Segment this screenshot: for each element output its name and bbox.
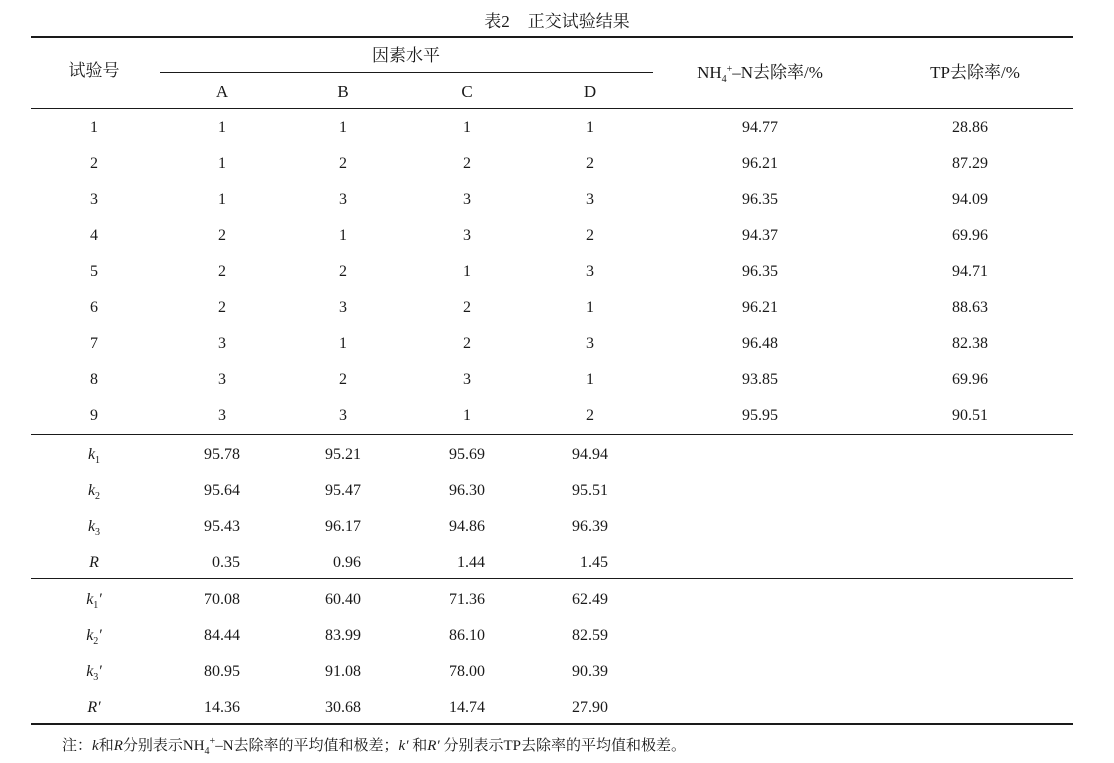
stat-prime-value-d: 62.49 <box>572 591 608 608</box>
trial-cell-a: 1 <box>218 119 226 136</box>
stat-prime-value-d: 82.59 <box>572 627 608 644</box>
trial-cell-a: 3 <box>218 371 226 388</box>
trial-cell-n: 4 <box>90 227 98 244</box>
trial-cell-b: 1 <box>339 119 347 136</box>
trial-cell-n: 7 <box>90 335 98 352</box>
trial-cell-nh4: 93.85 <box>742 371 778 388</box>
trial-cell-tp: 28.86 <box>952 119 988 136</box>
trial-cell-n: 3 <box>90 191 98 208</box>
trial-cell-nh4: 96.21 <box>742 155 778 172</box>
stat-prime-value-c: 14.74 <box>449 699 485 716</box>
stat-prime-value-d: 90.39 <box>572 663 608 680</box>
trial-cell-c: 1 <box>463 263 471 280</box>
trial-cell-c: 2 <box>463 335 471 352</box>
stat-prime-value-b: 91.08 <box>325 663 361 680</box>
trial-cell-d: 2 <box>586 155 594 172</box>
stat-value-c: 96.30 <box>449 482 485 499</box>
trial-cell-a: 1 <box>218 155 226 172</box>
trial-cell-a: 2 <box>218 299 226 316</box>
trial-cell-d: 2 <box>586 407 594 424</box>
header-tp-removal: TP去除率/% <box>930 63 1020 82</box>
trial-cell-a: 2 <box>218 263 226 280</box>
stat-value-d: 1.45 <box>580 554 608 571</box>
section-rule-1 <box>31 434 1073 435</box>
trial-cell-d: 2 <box>586 227 594 244</box>
stat-prime-value-c: 86.10 <box>449 627 485 644</box>
trial-cell-b: 1 <box>339 335 347 352</box>
trial-cell-d: 3 <box>586 335 594 352</box>
header-nh4-removal: $NH_4^+-N$去除率/% <box>697 63 823 85</box>
stat-value-d: 95.51 <box>572 482 608 499</box>
trial-cell-d: 3 <box>586 263 594 280</box>
trial-cell-n: 2 <box>90 155 98 172</box>
trial-cell-d: 1 <box>586 299 594 316</box>
factor-subrule <box>160 72 653 73</box>
stat-value-a: 95.78 <box>204 446 240 463</box>
stat-value-b: 95.47 <box>325 482 361 499</box>
trial-cell-b: 3 <box>339 407 347 424</box>
trial-cell-d: 1 <box>586 119 594 136</box>
stat-value-b: 95.21 <box>325 446 361 463</box>
trial-cell-nh4: 94.77 <box>742 119 778 136</box>
stat-prime-label: $k_2'$ <box>86 627 102 647</box>
trial-cell-a: 2 <box>218 227 226 244</box>
table-caption <box>0 7 1114 32</box>
trial-cell-c: 2 <box>463 155 471 172</box>
trial-cell-nh4: 96.35 <box>742 263 778 280</box>
top-rule <box>31 36 1073 38</box>
header-factor-level: 因素水平 <box>372 46 440 65</box>
table-note: 注：k和R分别表示$NH_4^+-N$去除率的平均值和极差；k′ 和R′ 分别表示TP去除率的平均值和极差。 <box>62 736 686 757</box>
header-factor-b: B <box>337 82 349 101</box>
stat-prime-value-c: 78.00 <box>449 663 485 680</box>
trial-cell-c: 3 <box>463 191 471 208</box>
trial-cell-c: 3 <box>463 371 471 388</box>
table-number: 表2 <box>484 12 510 31</box>
header-rule <box>31 108 1073 109</box>
trial-cell-c: 1 <box>463 119 471 136</box>
stat-label: $k_2$ <box>87 482 101 502</box>
trial-cell-tp: 87.29 <box>952 155 988 172</box>
stat-prime-value-a: 84.44 <box>204 627 240 644</box>
trial-cell-b: 2 <box>339 263 347 280</box>
trial-cell-d: 1 <box>586 371 594 388</box>
header-factor-a: A <box>215 82 229 101</box>
trial-cell-nh4: 95.95 <box>742 407 778 424</box>
stat-prime-label: R′ <box>87 699 101 716</box>
stat-label: R <box>89 554 99 571</box>
stat-prime-value-b: 60.40 <box>325 591 361 608</box>
stat-prime-value-d: 27.90 <box>572 699 608 716</box>
trial-cell-nh4: 96.21 <box>742 299 778 316</box>
stat-prime-value-a: 80.95 <box>204 663 240 680</box>
stat-prime-value-c: 71.36 <box>449 591 485 608</box>
trial-cell-b: 2 <box>339 371 347 388</box>
stat-prime-value-b: 30.68 <box>325 699 361 716</box>
stat-value-a: 95.43 <box>204 518 240 535</box>
stat-value-d: 96.39 <box>572 518 608 535</box>
trial-cell-b: 2 <box>339 155 347 172</box>
bottom-rule <box>31 723 1073 725</box>
stat-value-c: 95.69 <box>449 446 485 463</box>
stat-value-b: 0.96 <box>333 554 361 571</box>
trial-cell-tp: 88.63 <box>952 299 988 316</box>
trial-cell-c: 3 <box>463 227 471 244</box>
stat-prime-label: $k_1'$ <box>86 591 102 611</box>
trial-cell-nh4: 96.35 <box>742 191 778 208</box>
trial-cell-tp: 69.96 <box>952 371 988 388</box>
stat-value-a: 0.35 <box>212 554 240 571</box>
stat-value-b: 96.17 <box>325 518 361 535</box>
table-title: 正交试验结果 <box>527 12 630 31</box>
header-factor-d: D <box>583 82 597 101</box>
trial-cell-b: 3 <box>339 299 347 316</box>
trial-cell-nh4: 96.48 <box>742 335 778 352</box>
trial-cell-n: 8 <box>90 371 98 388</box>
trial-cell-n: 6 <box>90 299 98 316</box>
trial-cell-n: 9 <box>90 407 98 424</box>
trial-cell-tp: 94.71 <box>952 263 988 280</box>
stat-value-a: 95.64 <box>204 482 240 499</box>
header-trial-no: 试验号 <box>68 61 120 80</box>
trial-cell-n: 1 <box>90 119 98 136</box>
stat-value-c: 94.86 <box>449 518 485 535</box>
trial-cell-n: 5 <box>90 263 98 280</box>
trial-cell-b: 3 <box>339 191 347 208</box>
header-factor-c: C <box>461 82 473 101</box>
stat-prime-value-b: 83.99 <box>325 627 361 644</box>
stat-value-d: 94.94 <box>572 446 608 463</box>
trial-cell-nh4: 94.37 <box>742 227 778 244</box>
trial-cell-d: 3 <box>586 191 594 208</box>
stat-prime-label: $k_3'$ <box>86 663 102 683</box>
trial-cell-tp: 90.51 <box>952 407 988 424</box>
stat-prime-value-a: 70.08 <box>204 591 240 608</box>
trial-cell-c: 1 <box>463 407 471 424</box>
trial-cell-c: 2 <box>463 299 471 316</box>
trial-cell-tp: 82.38 <box>952 335 988 352</box>
stat-value-c: 1.44 <box>457 554 485 571</box>
stat-prime-value-a: 14.36 <box>204 699 240 716</box>
section-rule-2 <box>31 578 1073 579</box>
trial-cell-a: 3 <box>218 407 226 424</box>
trial-cell-a: 3 <box>218 335 226 352</box>
trial-cell-tp: 69.96 <box>952 227 988 244</box>
trial-cell-b: 1 <box>339 227 347 244</box>
trial-cell-tp: 94.09 <box>952 191 988 208</box>
stat-label: $k_3$ <box>87 518 101 538</box>
stat-label: $k_1$ <box>87 446 101 466</box>
trial-cell-a: 1 <box>218 191 226 208</box>
